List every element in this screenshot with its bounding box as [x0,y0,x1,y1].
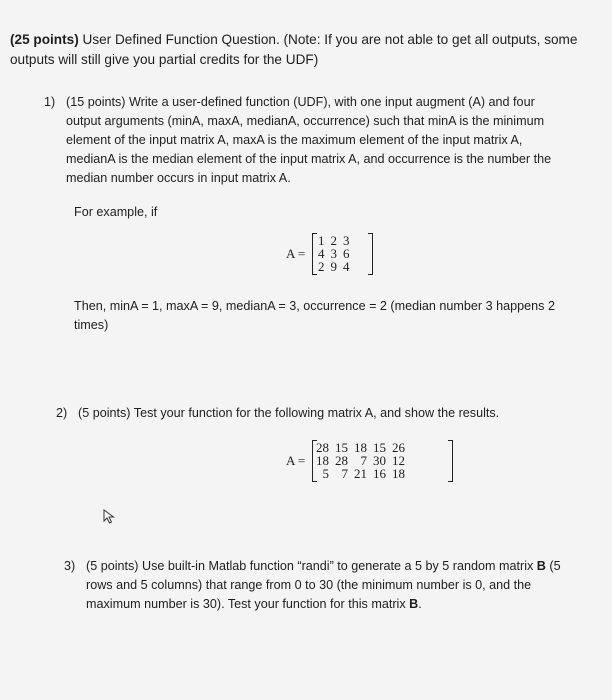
matrix-cell: 9 [330,259,337,274]
question-1-line: output arguments (minA, maxA, medianA, occurrence) such that minA is the minimum [66,114,545,128]
matrix-grid [315,234,353,273]
question-1-number: 1) [44,95,56,109]
matrix-label: A = [286,246,306,261]
matrix-cell: 4 [318,246,325,261]
matrix-cell: 7 [341,466,348,481]
matrix-cell: 5 [322,466,329,481]
matrix-b-label: B [409,597,419,611]
matrix-cell: 21 [354,466,367,481]
matrix-cell: 16 [373,466,386,481]
question-1-line: medianA is the median element of the input matrix A, and occurrence is the number the [66,152,552,166]
question-3-line1: (5 points) Use built-in Matlab function “randi” to generate a 5 by 5 random matrix [86,559,537,573]
question-3-number: 3) [64,559,76,573]
test-matrix [286,440,456,482]
question-3-line3-end: . [418,597,422,611]
result-line1: Then, minA = 1, maxA = 9, medianA = 3, occurrence = 2 (median number 3 happens 2 [74,299,555,313]
matrix-cell: 18 [354,440,367,455]
matrix-grid [313,441,408,480]
question-3 [64,557,584,614]
matrix-cell: 28 [316,440,329,455]
question-2 [56,404,576,423]
intro-text-line2: outputs will still give you partial credits for the UDF) [10,52,319,67]
example-result [74,297,594,335]
matrix-cell: 30 [373,453,386,468]
matrix-cell: 3 [343,233,350,248]
matrix-cell: 1 [318,233,325,248]
matrix-cell: 28 [335,453,348,468]
result-line2: times) [74,318,109,332]
intro-text-line1: User Defined Function Question. (Note: If you are not able to get all outputs, some [78,32,578,47]
example-label: For example, if [74,205,158,219]
question-1-line: (15 points) Write a user-defined function (UDF), with one input augment (A) and four [66,95,535,109]
matrix-label: A = [286,453,306,468]
matrix-cell: 15 [373,440,386,455]
matrix-cell: 2 [318,259,325,274]
question-intro [10,30,600,70]
matrix-cell: 3 [330,246,337,261]
question-3-line2: rows and 5 columns) that range from 0 to 30 (the minimum number is 0, and the [86,578,532,592]
intro-points: (25 points) [10,32,79,47]
matrix-b-label: B [536,559,546,573]
matrix-cell: 12 [392,453,405,468]
matrix-cell: 4 [343,259,350,274]
matrix-cell: 18 [392,466,405,481]
question-2-text: (5 points) Test your function for the following matrix A, and show the results. [78,406,500,420]
example-matrix [286,233,372,275]
matrix-cell: 18 [316,453,329,468]
question-1-line: element of the input matrix A, maxA is the maximum element of the input matrix A, [66,133,523,147]
question-1 [44,93,592,188]
question-3-line1-end: (5 [545,559,561,573]
mouse-cursor-icon [103,509,117,525]
question-2-number: 2) [56,406,68,420]
question-1-line: median number occurs in input matrix A. [66,171,291,185]
matrix-cell: 7 [360,453,367,468]
matrix-cell: 26 [392,440,405,455]
right-bracket [448,440,453,482]
matrix-cell: 15 [335,440,348,455]
question-3-line3: maximum number is 30). Test your function for this matrix [86,597,410,611]
matrix-cell: 6 [343,246,350,261]
right-bracket [368,233,373,275]
matrix-cell: 2 [330,233,337,248]
